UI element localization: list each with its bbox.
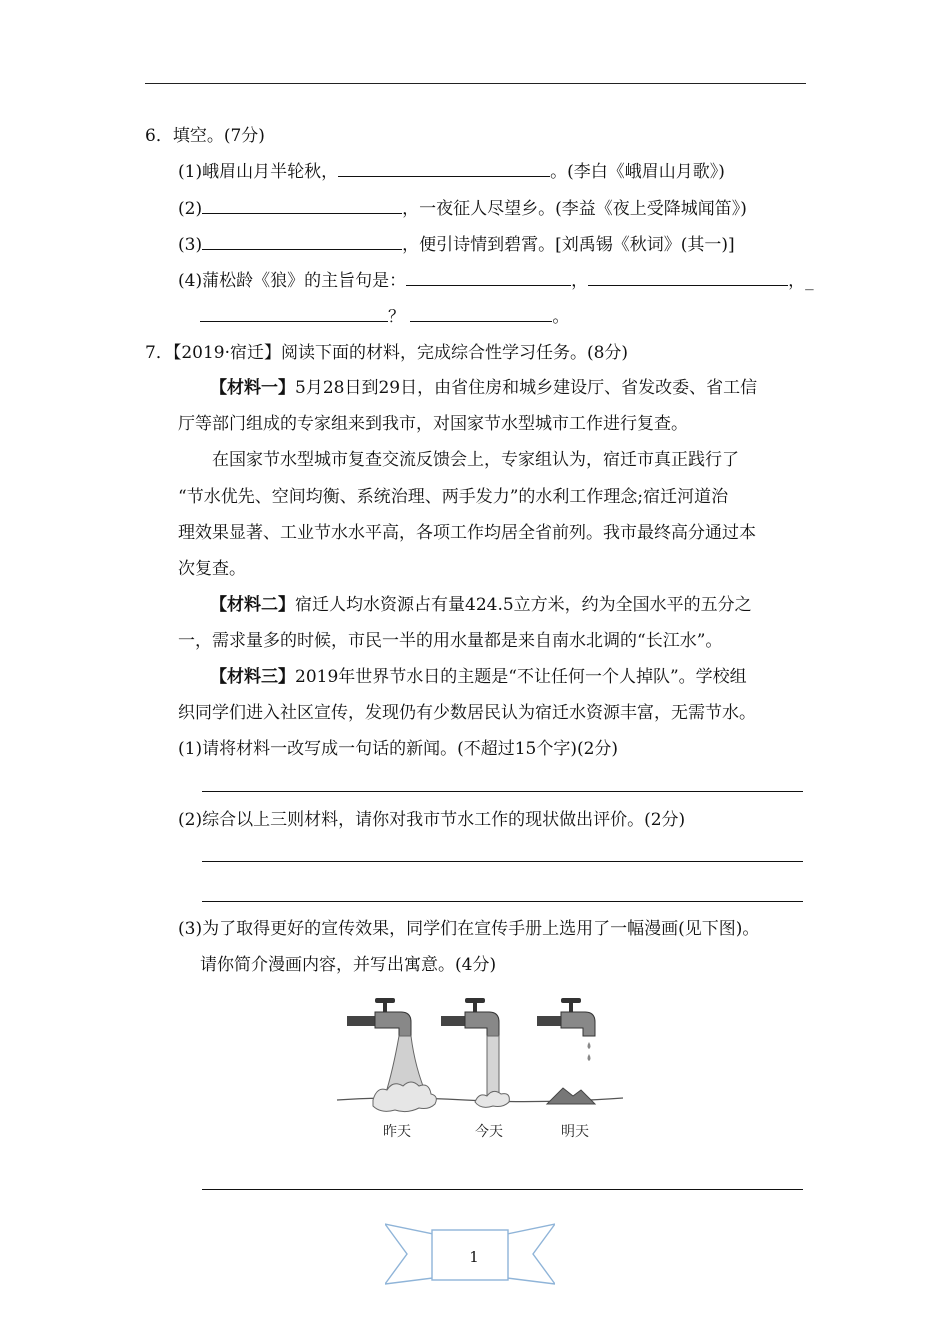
answer-line-4[interactable]: [202, 1189, 803, 1190]
q6-item-4-cont: ？ 。: [200, 304, 569, 329]
q7-sub-1: (1)请将材料一改写成一句话的新闻。(不超过15个字)(2分): [178, 739, 619, 759]
q7-sub-2: (2)综合以上三则材料，请你对我市节水工作的现状做出评价。(2分): [178, 810, 686, 830]
material-1-p2-line-3: 理效果显著、工业节水水平高，各项工作均居全省前列。我市最终高分通过本: [178, 523, 756, 543]
answer-line-2[interactable]: [202, 861, 803, 862]
q6-item-3: (3) ，便引诗情到碧霄。[刘禹锡《秋词》(其一)]: [178, 232, 735, 257]
answer-line-1[interactable]: [202, 791, 803, 792]
q6-blank-4b[interactable]: [588, 268, 788, 286]
q6-title: 6．填空。(7分): [145, 126, 265, 146]
q6-blank-3[interactable]: [202, 232, 402, 250]
faucet-dripping-icon: [537, 998, 595, 1104]
material-1-line-1: 【材料一】5月28日到29日，由省住房和城乡建设厅、省发改委、省工信: [210, 378, 758, 398]
material-1-p2-line-1: 在国家节水型城市复查交流反馈会上，专家组认为，宿迁市真正践行了: [212, 450, 739, 470]
header-rule: [145, 83, 806, 84]
faucet-gushing-icon: [347, 998, 436, 1112]
answer-line-3[interactable]: [202, 901, 803, 902]
q6-blank-4d[interactable]: [410, 304, 552, 322]
q6-blank-4c[interactable]: [200, 304, 388, 322]
q6-blank-1[interactable]: [338, 159, 550, 177]
q7-sub-3-line-2: 请你简介漫画内容，并写出寓意。(4分): [200, 955, 497, 975]
q6-item-1: (1)峨眉山月半轮秋， 。(李白《峨眉山月歌》): [178, 159, 725, 184]
q6-item-4: (4)蒲松龄《狼》的主旨句是： ， ，_: [178, 268, 814, 293]
comic-label-tomorrow: 明天: [561, 1124, 589, 1140]
q7-sub-3-line-1: (3)为了取得更好的宣传效果，同学们在宣传手册上选用了一幅漫画(见下图)。: [178, 919, 760, 939]
comic-label-yesterday: 昨天: [383, 1124, 411, 1140]
page-number: 1: [469, 1248, 479, 1266]
material-3-line-1: 【材料三】2019年世界节水日的主题是“不让任何一个人掉队”。学校组: [210, 667, 747, 687]
q7-title: 7．【2019·宿迁】阅读下面的材料，完成综合性学习任务。(8分): [145, 343, 629, 363]
q6-blank-4a[interactable]: [406, 268, 571, 286]
q6-item-2: (2) ，一夜征人尽望乡。(李益《夜上受降城闻笛》): [178, 196, 747, 221]
water-saving-comic: [335, 990, 625, 1150]
material-2-line-1: 【材料二】宿迁人均水资源占有量424.5立方米，约为全国水平的五分之: [210, 595, 752, 615]
material-3-line-2: 织同学们进入社区宣传，发现仍有少数居民认为宿迁水资源丰富，无需节水。: [178, 703, 756, 723]
material-1-p2-line-4: 次复查。: [178, 559, 246, 579]
q6-blank-2[interactable]: [202, 196, 402, 214]
material-1-line-2: 厅等部门组成的专家组来到我市，对国家节水型城市工作进行复查。: [178, 414, 688, 434]
faucet-flowing-icon: [441, 998, 509, 1107]
comic-label-today: 今天: [475, 1124, 503, 1140]
material-1-p2-line-2: “节水优先、空间均衡、系统治理、两手发力”的水利工作理念;宿迁河道治: [178, 487, 729, 507]
material-2-line-2: 一，需求量多的时候，市民一半的用水量都是来自南水北调的“长江水”。: [178, 631, 723, 651]
